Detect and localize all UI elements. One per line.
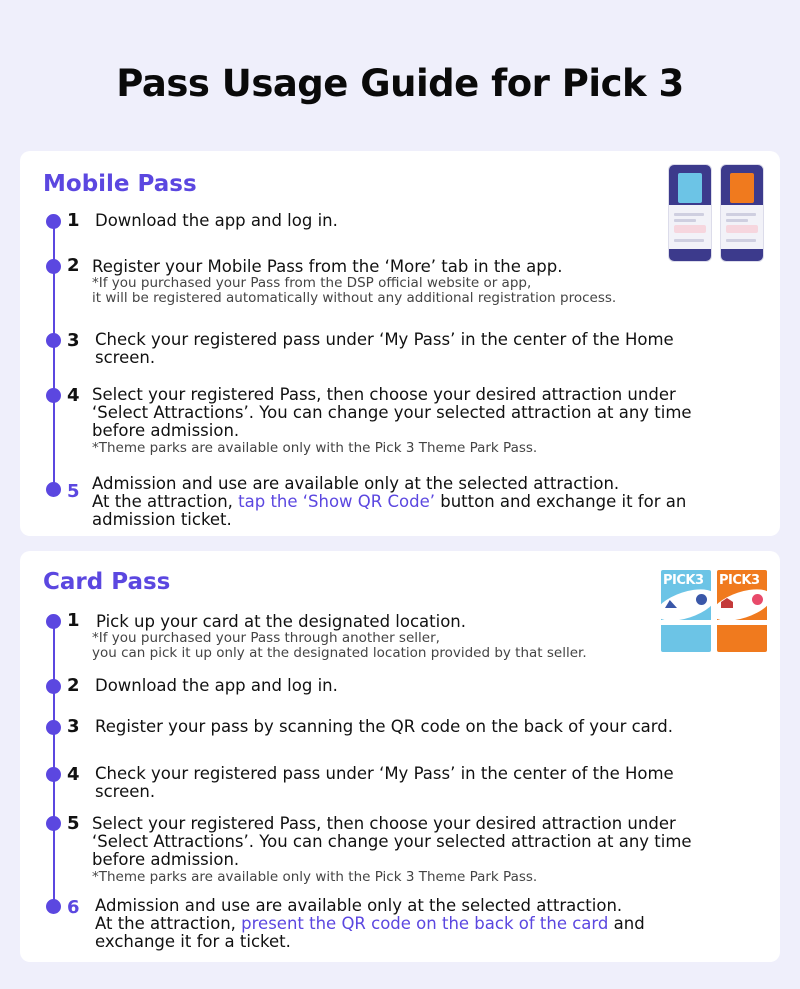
step-number: 4 — [67, 764, 80, 785]
step-dot — [46, 720, 61, 735]
step-text: Check your registered pass under ‘My Pass’ in the center of the Home screen. — [95, 764, 674, 801]
step-number: 4 — [67, 385, 80, 406]
step-number: 5 — [67, 481, 80, 502]
step-number: 1 — [67, 610, 80, 631]
step-note: *Theme parks are available only with the Pick 3 Theme Park Pass. — [92, 869, 538, 885]
step-text: Download the app and log in. — [95, 676, 338, 695]
step-main-text: Register your Mobile Pass from the ‘More’ tab in the app. — [92, 257, 563, 276]
timeline-line — [53, 619, 55, 909]
step-dot — [46, 482, 61, 497]
page-title: Pass Usage Guide for Pick 3 — [116, 62, 684, 105]
step-number: 3 — [67, 716, 80, 737]
step-main-text: Pick up your card at the designated location. — [96, 612, 467, 631]
step-dot — [46, 679, 61, 694]
step-dot — [46, 259, 61, 274]
step-text — [92, 815, 727, 885]
pick3-logo: PICK3 — [663, 573, 704, 588]
show-qr-code-link: tap the ‘Show QR Code’ — [238, 492, 435, 511]
step-note: *If you purchased your Pass from the DSP official website or app, it will be registered automatically without any additional registration process. — [92, 275, 617, 306]
step-dot — [46, 767, 61, 782]
step-dot — [46, 614, 61, 629]
step-dot — [46, 899, 61, 914]
pick3-card-orange — [717, 570, 767, 652]
step-number: 2 — [67, 675, 80, 696]
step-main-text: Admission and use are available only at the selected attraction. At the attraction, — [95, 896, 623, 933]
step-number: 2 — [67, 255, 80, 276]
card-pass-section — [20, 551, 780, 962]
step-number: 5 — [67, 813, 80, 834]
step-dot — [46, 816, 61, 831]
card-pass-heading: Card Pass — [43, 569, 171, 595]
pick3-logo: PICK3 — [719, 573, 760, 588]
step-text: Download the app and log in. — [95, 211, 338, 230]
step-note: *If you purchased your Pass through another seller, you can pick it up only at the designated location provided by that seller. — [92, 630, 587, 661]
step-text — [92, 612, 696, 661]
present-qr-code-link: present the QR code on the back of the card — [241, 914, 609, 933]
step-number: 3 — [67, 330, 80, 351]
step-dot — [46, 388, 61, 403]
step-note: *Theme parks are available only with the Pick 3 Theme Park Pass. — [92, 440, 538, 456]
mobile-pass-section — [20, 151, 780, 536]
step-main-text: Select your registered Pass, then choose your desired attraction under ‘Select Attractions’. You can change your selected attraction at any time before admission. — [92, 385, 692, 440]
step-dot — [46, 214, 61, 229]
step-text — [92, 386, 727, 456]
step-main-text: Admission and use are available only at the selected attraction. At the attraction, — [92, 474, 620, 511]
mobile-pass-heading: Mobile Pass — [43, 171, 197, 197]
step-text — [92, 475, 732, 529]
step-text — [92, 258, 732, 306]
step-main-text: Select your registered Pass, then choose your desired attraction under ‘Select Attractions’. You can change your selected attraction at any time before admission. — [92, 814, 692, 869]
step-main-text-end: and exchange it for a ticket. — [95, 914, 645, 951]
step-number: 6 — [67, 897, 80, 918]
step-main-text-end: button and exchange it for an admission ticket. — [92, 492, 687, 529]
step-text — [95, 897, 715, 951]
step-dot — [46, 333, 61, 348]
step-text: Register your pass by scanning the QR code on the back of your card. — [95, 717, 674, 736]
step-text: Check your registered pass under ‘My Pass’ in the center of the Home screen. — [95, 330, 674, 367]
step-number: 1 — [67, 210, 80, 231]
